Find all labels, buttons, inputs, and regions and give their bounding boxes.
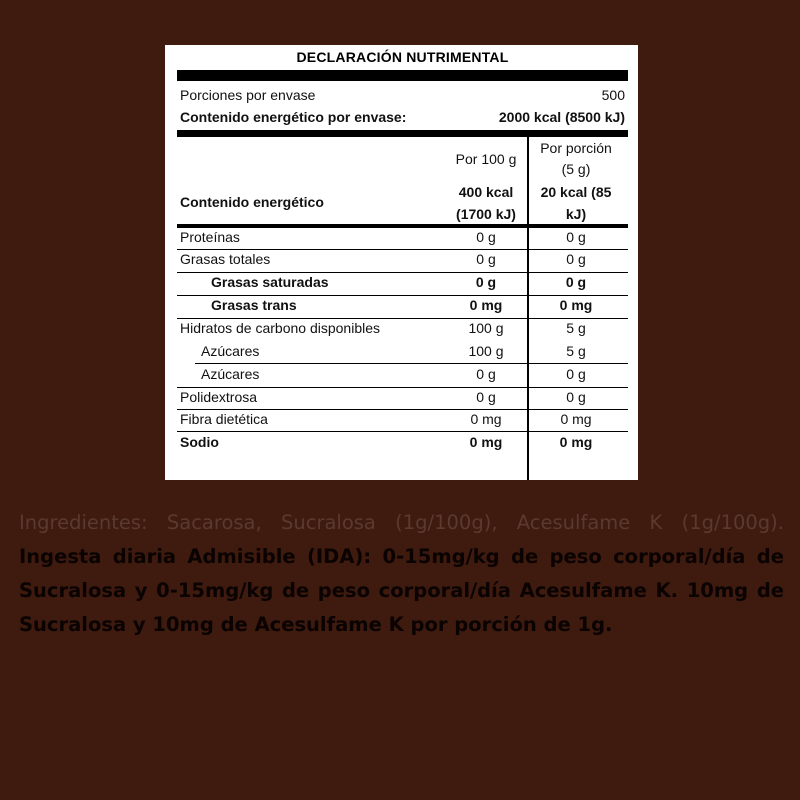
nutrient-per100: 100 g xyxy=(468,320,504,336)
row-divider xyxy=(177,409,628,410)
ingredients-text: Ingredientes: Sacarosa, Sucralosa (1g/100g), Acesulfame K (1g/100g). xyxy=(19,511,784,534)
footer-text xyxy=(19,506,784,642)
nutrient-perportion: 0 g xyxy=(566,389,586,405)
thick-rule-2 xyxy=(177,130,628,137)
energy-package-value: 2000 kcal (8500 kJ) xyxy=(498,109,625,125)
ida-text: Ingesta diaria Admisible (IDA): 0-15mg/kg de peso corporal/día de Sucralosa y 0-15mg/kg de peso corporal/día Acesulfame K. 10mg de Sucralosa y 10mg de Acesulfame K por porción de 1g. xyxy=(19,545,784,636)
nutrient-per100: 100 g xyxy=(468,343,504,359)
nutrient-perportion: 0 g xyxy=(565,274,587,290)
row-divider xyxy=(177,249,628,250)
energy-label: Contenido energético xyxy=(180,194,324,210)
row-divider xyxy=(177,387,628,388)
nutrient-per100: 0 mg xyxy=(470,411,502,427)
nutrient-perportion: 5 g xyxy=(566,343,586,359)
nutrient-name: Hidratos de carbono disponibles xyxy=(180,320,381,336)
nutrient-name: Grasas saturadas xyxy=(211,274,329,290)
energy-perportion: 20 kcal (85 xyxy=(540,184,612,200)
label-title: DECLARACIÓN NUTRIMENTAL xyxy=(296,49,509,65)
thick-rule xyxy=(177,70,628,81)
nutrient-per100: 0 g xyxy=(476,229,496,245)
row-divider xyxy=(195,363,628,364)
nutrient-name: Fibra dietética xyxy=(180,411,268,427)
nutrient-perportion: 0 g xyxy=(566,251,586,267)
nutrient-perportion: 5 g xyxy=(566,320,586,336)
col-perportion-label: Por porción xyxy=(540,140,612,156)
energy-per100: 400 kcal xyxy=(458,184,514,200)
nutrient-perportion: 0 mg xyxy=(560,411,592,427)
nutrient-name: Azúcares xyxy=(201,343,260,359)
nutrient-per100: 0 mg xyxy=(469,297,503,313)
nutrient-per100: 0 mg xyxy=(469,434,503,450)
servings-value: 500 xyxy=(601,87,625,103)
nutrient-per100: 0 g xyxy=(476,389,496,405)
nutrient-name: Sodio xyxy=(180,434,219,450)
nutrient-per100: 0 g xyxy=(475,274,497,290)
nutrient-per100: 0 g xyxy=(476,251,496,267)
nutrient-perportion: 0 mg xyxy=(559,297,593,313)
column-divider xyxy=(527,137,529,480)
col-perportion-size: (5 g) xyxy=(561,161,591,177)
energy-per100-kj: (1700 kJ) xyxy=(456,206,516,222)
nutrient-perportion: 0 g xyxy=(566,366,586,382)
nutrition-table xyxy=(177,45,628,480)
nutrient-perportion: 0 g xyxy=(566,229,586,245)
energy-package-label: Contenido energético por envase: xyxy=(180,109,407,125)
row-divider xyxy=(177,318,628,319)
nutrient-per100: 0 g xyxy=(476,366,496,382)
col-per100-label: Por 100 g xyxy=(455,151,517,167)
nutrient-perportion: 0 mg xyxy=(559,434,593,450)
row-divider xyxy=(177,272,628,273)
nutrient-name: Proteínas xyxy=(180,229,240,245)
nutrient-name: Grasas trans xyxy=(211,297,297,313)
thick-rule-3 xyxy=(177,224,628,228)
row-divider xyxy=(177,431,628,432)
servings-label: Porciones por envase xyxy=(180,87,316,103)
energy-perportion-kj: kJ) xyxy=(565,206,587,222)
nutrient-name: Polidextrosa xyxy=(180,389,258,405)
nutrient-name: Grasas totales xyxy=(180,251,271,267)
nutrition-label xyxy=(165,45,638,480)
row-divider xyxy=(177,295,628,296)
nutrient-name: Azúcares xyxy=(201,366,260,382)
